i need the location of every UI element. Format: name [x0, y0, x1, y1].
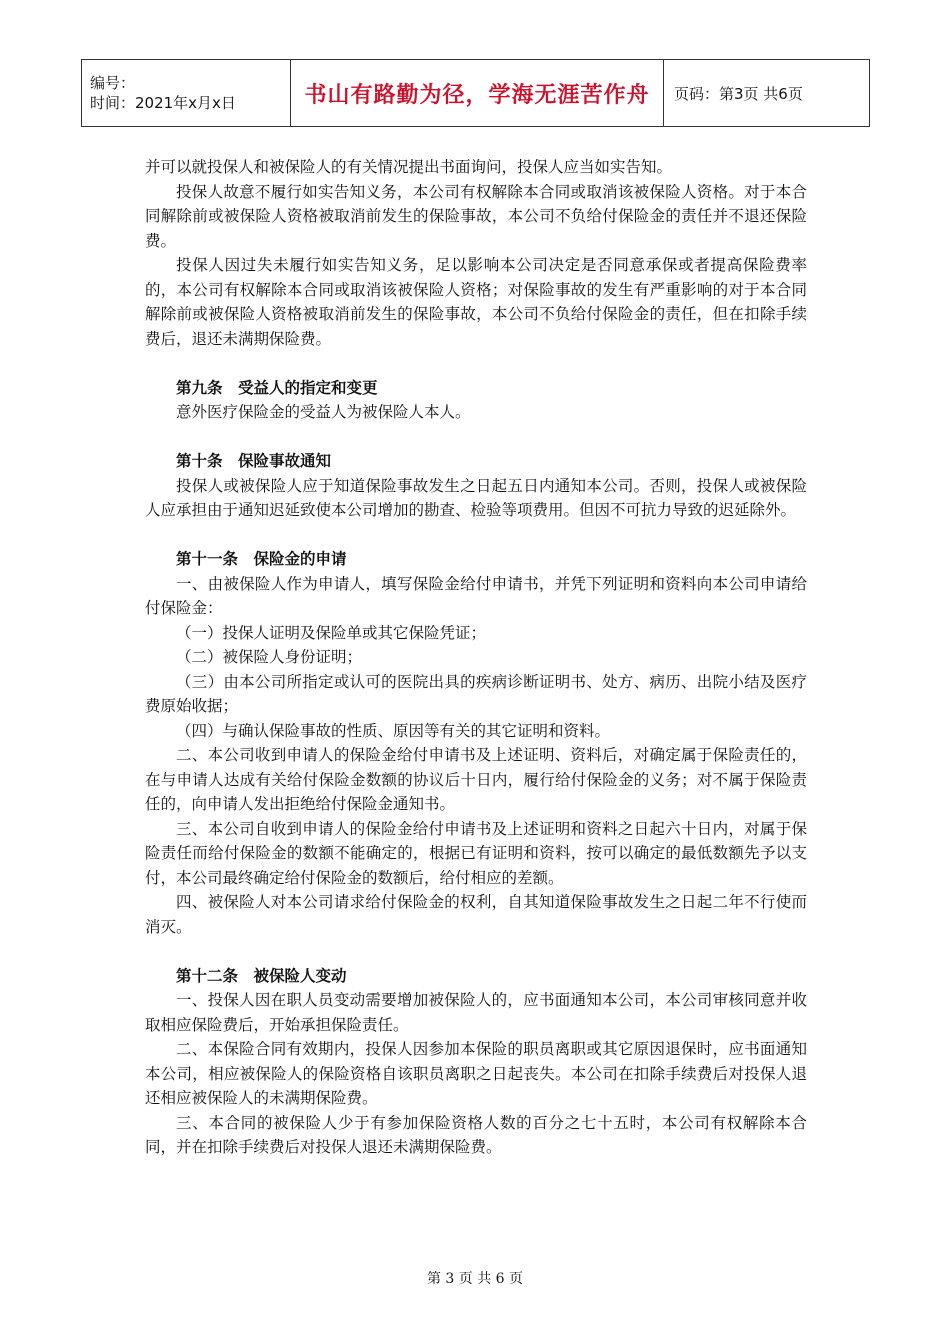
section-heading-10: 第十条 保险事故通知 — [176, 451, 332, 470]
list-item: （一）投保人证明及保险单或其它保险凭证； — [176, 623, 487, 642]
section-heading-11: 第十一条 保险金的申请 — [176, 549, 347, 568]
section-heading-12: 第十二条 被保险人变动 — [176, 965, 347, 985]
document-body — [145, 155, 807, 1160]
paragraph: 投保人故意不履行如实告知义务，本公司有权解除本合同或取消该被保险人资格。对于本合同解除前或被保险人资格被取消前发生的保险事故，本公司不负给付保险金的责任并不退还保险费。 — [145, 182, 807, 250]
paragraph: 投保人因过失未履行如实告知义务，足以影响本公司决定是否同意承保或者提高保险费率的，本公司有权解除本合同或取消该被保险人资格；对保险事故的发生有严重影响的对于本合同解除前或被保险人资格被取消前发生的保险事故，本公司不负给付保险金的责任，但在扣除手续费后，退还未满期保险费。 — [145, 256, 807, 348]
paragraph: 投保人或被保险人应于知道保险事故发生之日起五日内通知本公司。否则，投保人或被保险人应承担由于通知迟延致使本公司增加的勘查、检验等项费用。但因不可抗力导致的迟延除外。 — [145, 476, 807, 519]
list-item: （四）与确认保险事故的性质、原因等有关的其它证明和资料。 — [176, 721, 611, 740]
section-heading-9: 第九条 受益人的指定和变更 — [176, 377, 378, 397]
paragraph: 三、本公司自收到申请人的保险金给付申请书及上述证明和资料之日起六十日内，对属于保险责任而给付保险金的数额不能确定的，根据已有证明和资料，按可以确定的最低数额先予以支付，本公司最终确定给付保险金的数额后，给付相应的差额。 — [145, 819, 807, 887]
header-table — [81, 59, 870, 127]
page-indicator: 页码：第3页 共6页 — [664, 60, 870, 127]
paragraph: 三、本合同的被保险人少于有参加保险资格人数的百分之七十五时，本公司有权解除本合同，并在扣除手续费后对投保人退还未满期保险费。 — [145, 1113, 807, 1156]
page-footer: 第 3 页 共 6 页 — [426, 1271, 524, 1287]
motto: 书山有路勤为径，学海无涯苦作舟 — [291, 60, 664, 127]
header-meta-cell — [82, 60, 291, 127]
paragraph: 意外医疗保险金的受益人为被保险人本人。 — [176, 403, 471, 421]
paragraph: 一、由被保险人作为申请人，填写保险金给付申请书，并凭下列证明和资料向本公司申请给付保险金： — [145, 574, 807, 617]
paragraph: 并可以就投保人和被保险人的有关情况提出书面询问，投保人应当如实告知。 — [145, 158, 673, 176]
list-item: （三）由本公司所指定或认可的医院出具的疾病诊断证明书、处方、病历、出院小结及医疗费原始收据； — [145, 672, 807, 715]
paragraph: 二、本公司收到申请人的保险金给付申请书及上述证明、资料后，对确定属于保险责任的，在与申请人达成有关给付保险金数额的协议后十日内，履行给付保险金的义务；对不属于保险责任的，向申请人发出拒绝给付保险金通知书。 — [145, 746, 807, 813]
paragraph: 一、投保人因在职人员变动需要增加被保险人的，应书面通知本公司，本公司审核同意并收取相应保险费后，开始承担保险责任。 — [145, 991, 807, 1034]
paragraph: 四、被保险人对本公司请求给付保险金的权利，自其知道保险事故发生之日起二年不行使而消灭。 — [145, 893, 807, 936]
paragraph: 二、本保险合同有效期内，投保人因参加本保险的职员离职或其它原因退保时，应书面通知本公司，相应被保险人的保险资格自该职员离职之日起丧失。本公司在扣除手续费后对投保人退还相应被保险人的未满期保险费。 — [145, 1040, 807, 1107]
time-label: 时间：2021年x月x日 — [90, 94, 236, 112]
list-item: （二）被保险人身份证明； — [176, 648, 363, 666]
code-label: 编号： — [90, 74, 136, 92]
